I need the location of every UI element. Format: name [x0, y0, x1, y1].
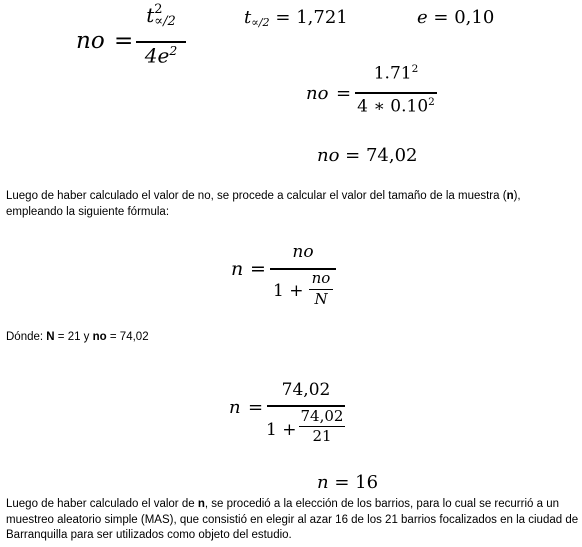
formula3-inner-denominator: N — [314, 290, 328, 308]
formula3-inner-numerator: no — [311, 269, 331, 287]
formula4-inner-numerator: 74,02 — [300, 407, 344, 425]
t-parameter: $t_{\propto/2} = 1,721$ — [244, 7, 348, 29]
formula2-numerator: 1.71$^2$ — [373, 63, 419, 84]
paragraph-2: Luego de haber calculado el valor de n, se procedió a la elección de los barrios, para lo cual se recurrió a un muestreo aleatorio simple (MAS), que consistió en elegir al azar 16 de los 21 barrios focalizados en la ciudad de Barranquilla para ser utilizados como objeto del estudio. — [6, 498, 579, 541]
formula1-denominator: $4e^2$ — [144, 43, 178, 68]
formula2-fraction-bar — [355, 92, 437, 94]
formula4-den-prefix: 1 + — [266, 420, 297, 440]
formula3-numerator: no — [292, 242, 314, 262]
paragraph-1: Luego de haber calculado el valor de no, se procede a calcular el valor del tamaño de la muestra (n), empleando la siguiente fórmula: — [6, 190, 521, 218]
e-parameter: e = 0,10 — [417, 7, 495, 28]
formula2-eq: = — [336, 83, 352, 104]
formula3-lhs: n — [231, 258, 244, 280]
formula4-eq: = — [248, 397, 264, 418]
formula3-eq: = — [250, 258, 266, 280]
formula2-lhs: no — [306, 83, 329, 104]
result2: n = 16 — [317, 472, 379, 493]
where-line: Dónde: N = 21 y no = 74,02 — [6, 331, 149, 343]
formula4-inner-denominator: 21 — [312, 427, 332, 445]
formula3-den-prefix: 1 + — [273, 281, 304, 301]
formula1-eq: = — [114, 28, 134, 54]
formula4-lhs: n — [229, 397, 241, 418]
formula1-lhs: no — [76, 28, 105, 54]
formula2-denominator: 4 ∗ 0.10$^2$ — [357, 96, 435, 117]
result1: no = 74,02 — [317, 145, 418, 166]
formula4-numerator: 74,02 — [281, 380, 331, 400]
formula1-numerator: t 2 ∝/2 — [146, 2, 176, 30]
